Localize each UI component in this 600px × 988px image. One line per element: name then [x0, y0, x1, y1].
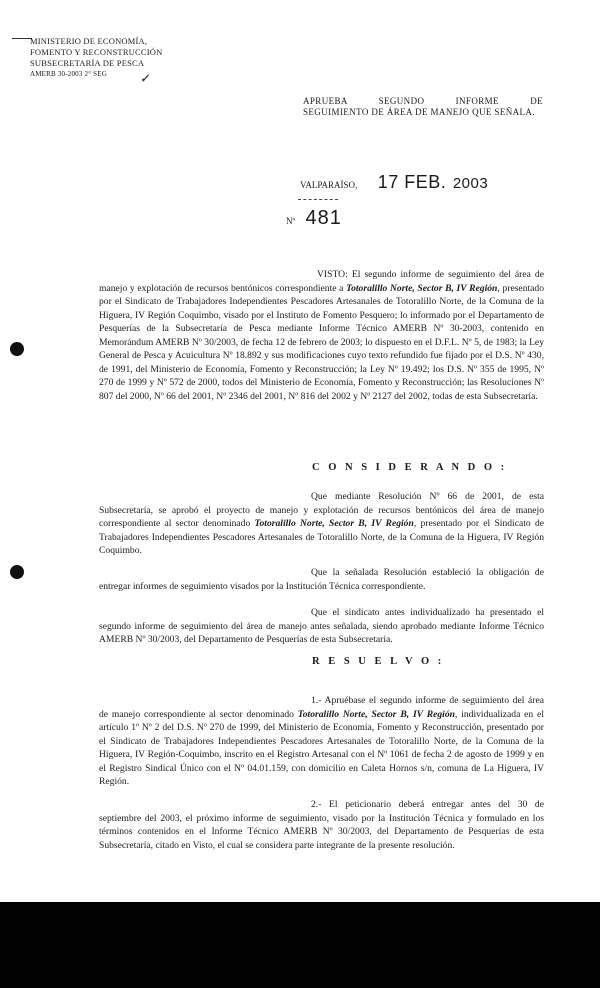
- visto-paragraph: [99, 268, 544, 403]
- handwritten-initials: ✓: [139, 72, 150, 86]
- resolution-number-line: [286, 207, 342, 230]
- considerando-2-text: Que la señalada Resolución estableció la obligación de entregar informes de seguimiento visados por la Institución Técnica correspondiente.: [99, 567, 544, 592]
- visto-area: Totoralillo Norte, Sector B, IV Región: [346, 282, 498, 294]
- considerando-1-text-b: , presentado por el Sindicato de Trabajadores Independientes Pescadores Artesanales de Totoralillo Norte, de la Comuna de la Higuera, IV Región Coquimbo.: [99, 518, 545, 556]
- resuelvo-1: [99, 694, 544, 789]
- considerando-3-text: Que el sindicato antes individualizado ha presentado el segundo informe de seguimiento del área de manejo antes señalada, siendo aprobado mediante Informe Técnico AMERB Nº 30/2003, del Departamento de Pesquerías de esta Subsecretaría.: [99, 607, 544, 645]
- resuelvo-1-text: , individualizada en el artículo 1º Nº 2 del D.S. Nº 270 de 1999, del Ministerio de Economía, Fomento y Reconstrucción, presentado por el Sindicato de Trabajadores Independientes Pescadores Artesanales de Totoralillo Norte, de la Comuna de la Higuera, IV Región-Coquimbo, inscrito en el Registro Artesanal con el Nº 1061 de fecha 2 de agosto de 1999 y en el Registro Sindical Único con el Nº 04.01.159, con domicilio en Caleta Hornos s/n, comuna de La Higuera, IV Región.: [99, 708, 544, 787]
- date-line: [300, 172, 488, 193]
- dash-mark: [298, 199, 338, 200]
- header-line-3: SUBSECRETARÍA DE PESCA: [30, 58, 145, 68]
- considerando-1: [99, 490, 544, 558]
- considerando-heading: C O N S I D E R A N D O :: [312, 462, 508, 473]
- title-line-2: SEGUIMIENTO DE ÁREA DE MANEJO QUE SEÑALA.: [303, 107, 535, 117]
- header-line-2: FOMENTO Y RECONSTRUCCIÓN: [30, 47, 163, 57]
- ministry-header: [30, 36, 200, 80]
- visto-lead: VISTO:: [317, 269, 348, 280]
- number-prefix: Nº: [286, 216, 296, 226]
- date-year: 2003: [452, 175, 489, 192]
- header-line-1: MINISTERIO DE ECONOMÍA,: [30, 36, 148, 46]
- visto-text-1: El segundo informe de seguimiento del área de manejo y explotación de recursos bentónicos correspondiente a: [99, 269, 544, 294]
- document-title: [303, 96, 543, 118]
- scan-bottom-bar: [0, 902, 600, 988]
- margin-mark: [12, 38, 32, 39]
- considerando-1-text-a: Que mediante Resolución Nº 66 de 2001, de esta Subsecretaría, se aprobó el proyecto de manejo y explotación de recursos bentónicos del área de manejo correspondiente al sector denominado: [99, 491, 544, 529]
- punch-hole-bottom: [10, 565, 24, 579]
- resuelvo-2: [99, 798, 544, 852]
- considerando-3: [99, 606, 544, 647]
- resuelvo-1-area: Totoralillo Norte, Sector B, IV Región: [297, 708, 455, 720]
- considerando-1-area: Totoralillo Norte, Sector B, IV Región: [254, 518, 414, 529]
- punch-hole-top: [10, 342, 24, 356]
- header-reference: AMERB 30-2003 2° SEG: [30, 70, 107, 78]
- resuelvo-heading: R E S U E L V O :: [312, 656, 445, 667]
- considerando-2: [99, 566, 544, 593]
- date-place: VALPARAÍSO,: [300, 180, 358, 190]
- title-line-1: APRUEBA SEGUNDO INFORME DE: [303, 96, 543, 106]
- date-stamp: 17 FEB.: [377, 172, 447, 192]
- resolution-number: 481: [305, 207, 342, 229]
- resuelvo-1-lead: 1.- Apruébase el segundo informe de seguimiento del área de manejo correspondiente al sector denominado: [99, 695, 544, 720]
- resuelvo-2-text: 2.- El peticionario deberá entregar antes del 30 de septiembre del 2003, el próximo informe de seguimiento, visado por la Institución Técnica y formulado en los términos contenidos en el Informe Técnico AMERB Nº 30/2003, del Departamento de Pesquerías de esta Subsecretaría, citado en Visto, el cual se considera parte integrante de la presente resolución.: [99, 799, 544, 851]
- visto-text-2: , presentado por el Sindicato de Trabajadores Independientes Pescadores Artesanales de Totoralillo Norte, de la Comuna de la Higuera, IV Región Coquimbo, visado por el Instituto de Fomento Pesquero; lo informado por el Departamento de Pesquerías de la Subsecretaría de Pesca mediante Informe Técnico AMERB Nº 30-2003, contenido en Memorándum AMERB Nº 30/2003, de fecha 12 de febrero de 2003; lo dispuesto en el D.F.L. Nº 5, de 1983; la Ley General de Pesca y Acuicultura Nº 18.892 y sus modificaciones cuyo texto refundido fue fijado por el D.S. Nº 430, de 1991, del Ministerio de Economía, Fomento y Reconstrucción; la Ley Nº 19.492; los D.S. Nº 355 de 1995, Nº 270 de 1999 y Nº 572 de 2000, todos del Ministerio de Economía, Fomento y Reconstrucción; las Resoluciones Nº 807 del 2000, Nº 66 del 2001, Nº 2346 del 2001, Nº 816 del 2002 y Nº 2127 del 2002, todas de esta Subsecretaría.: [99, 282, 545, 402]
